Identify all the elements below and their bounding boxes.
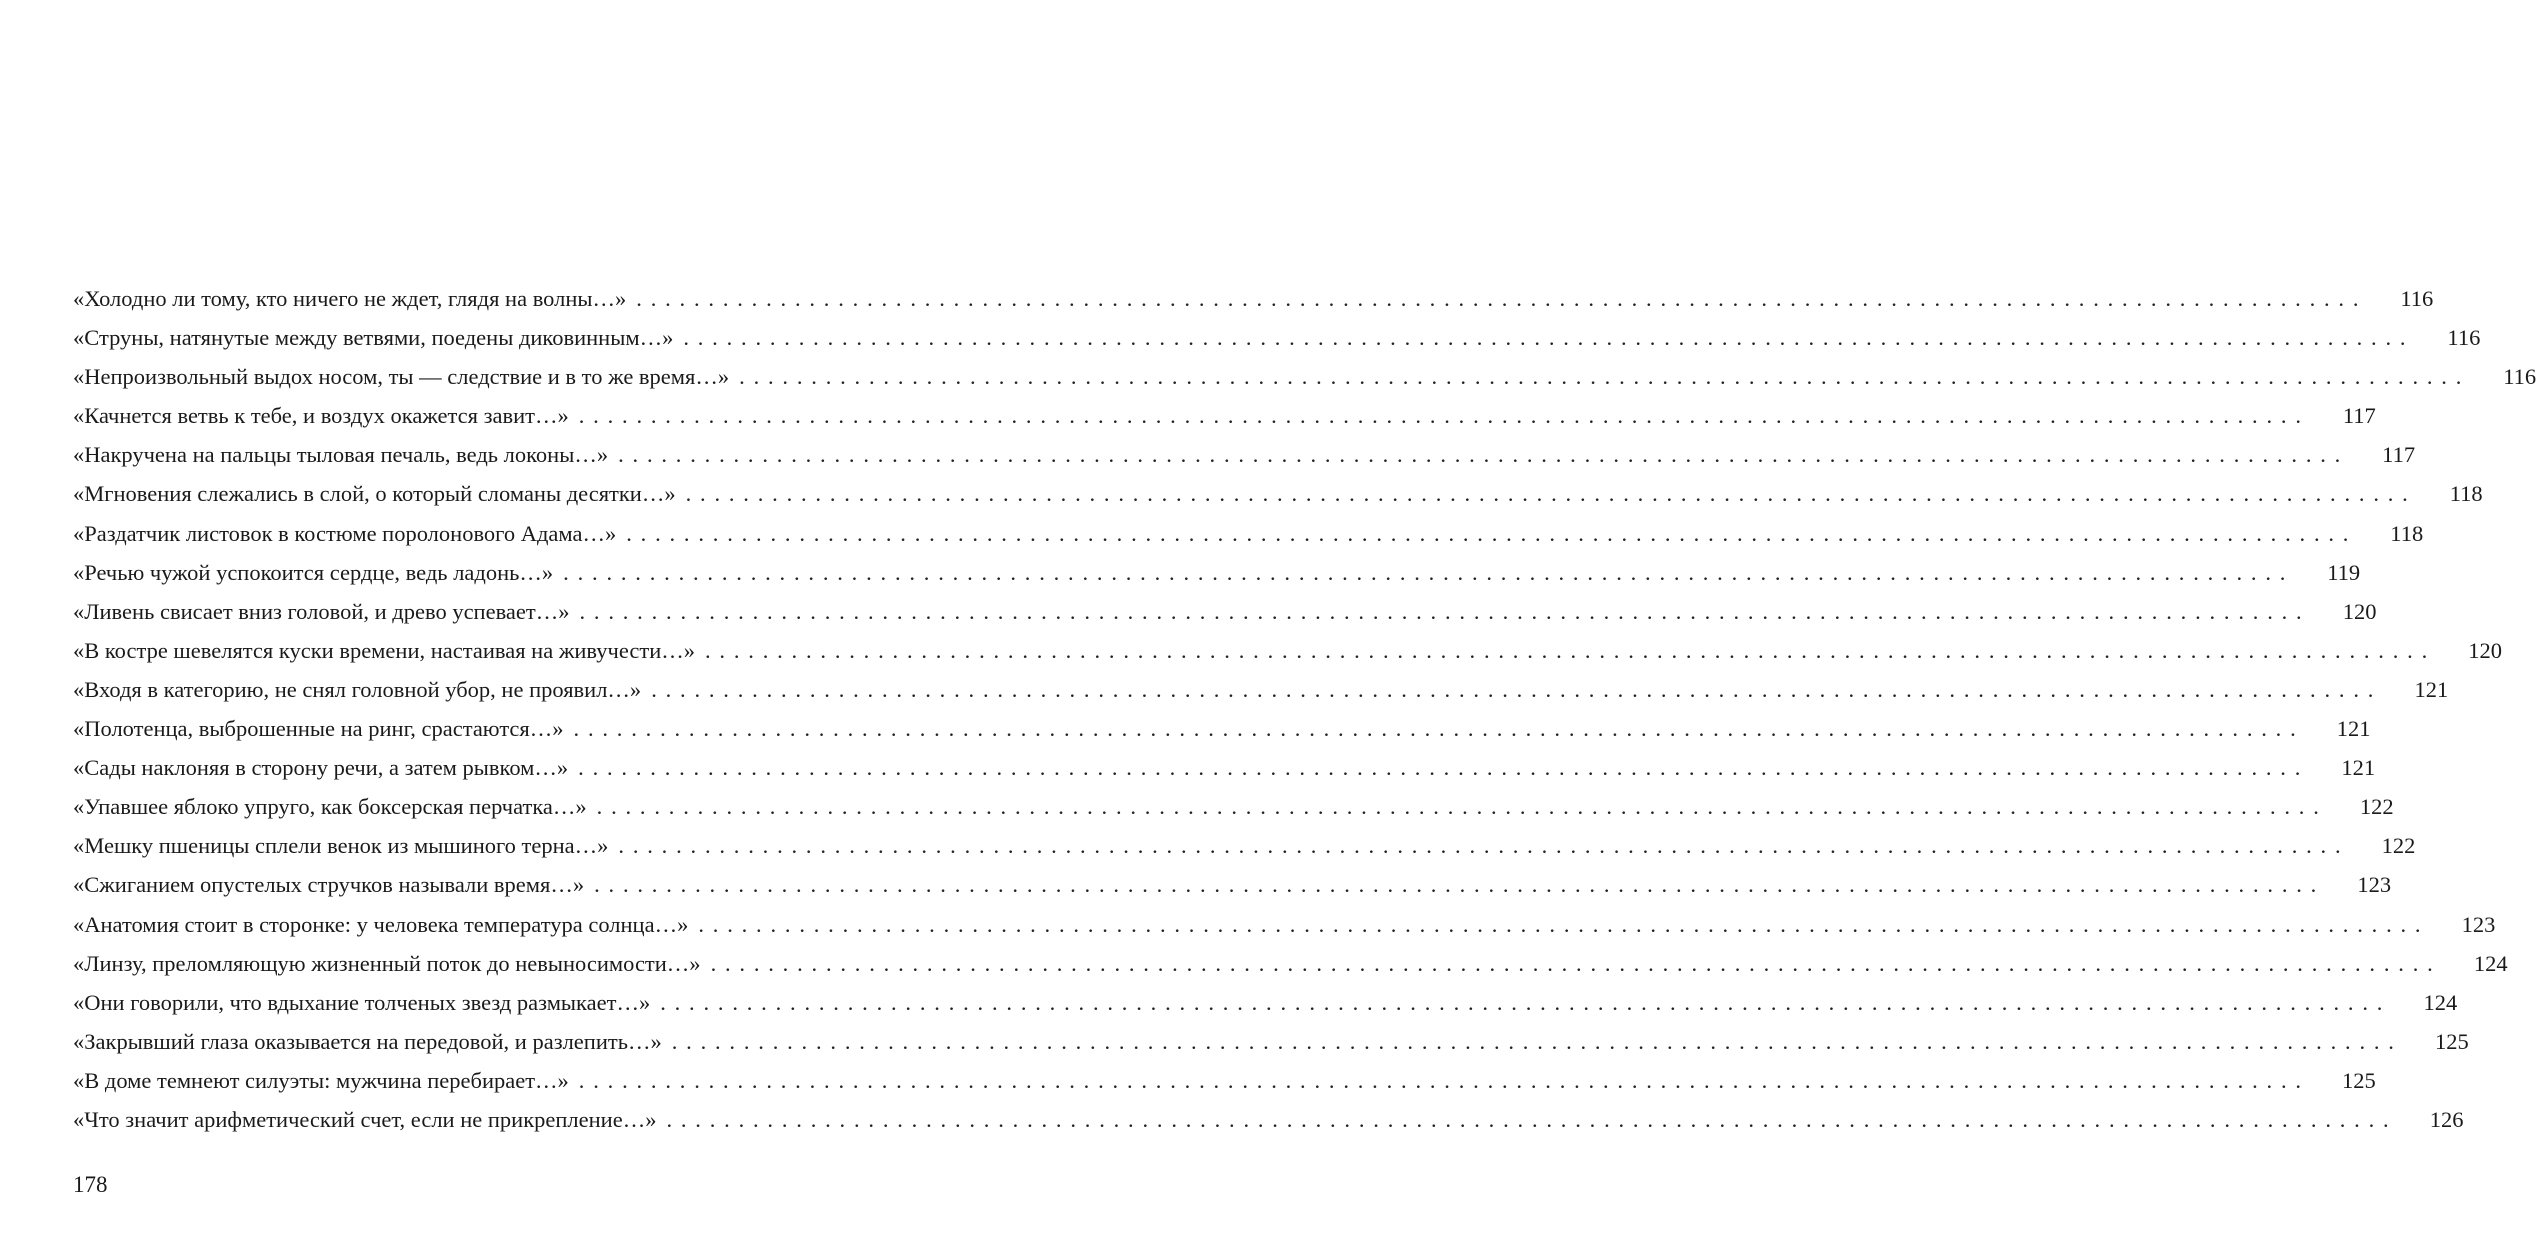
page-number: 178 bbox=[73, 1172, 108, 1197]
dot-leader: ........................................................................................................................ bbox=[739, 364, 2471, 390]
toc-entry bbox=[73, 944, 2508, 983]
entry-page-number: 121 bbox=[2414, 676, 2449, 702]
entry-title: «В доме темнеют силуэты: мужчина перебирает…» bbox=[73, 1067, 569, 1093]
entry-page-number: 116 bbox=[2400, 286, 2434, 311]
entry-page-number: 120 bbox=[2342, 598, 2377, 624]
entry-title: «Непроизвольный выдох носом, ты — следствие и в то же время…» bbox=[73, 364, 730, 390]
entry-title: «Линзу, преломляющую жизненный поток до невыносимости…» bbox=[73, 950, 701, 976]
toc-entry bbox=[73, 865, 2392, 904]
dot-leader: ........................................................................................................................ bbox=[618, 442, 2350, 468]
entry-title: «Качнется ветвь к тебе, и воздух окажется завит…» bbox=[73, 403, 569, 429]
entry-page-number: 121 bbox=[2336, 716, 2371, 742]
entry-title: «В костре шевелятся куски времени, настаивая на живучести…» bbox=[73, 637, 695, 663]
entry-page-number: 121 bbox=[2341, 755, 2376, 781]
dot-leader: ........................................................................................................................ bbox=[685, 481, 2417, 507]
dot-leader: ........................................................................................................................ bbox=[596, 794, 2328, 820]
entry-title: «Анатомия стоит в сторонке: у человека температура солнца…» bbox=[73, 911, 689, 937]
entry-page-number: 119 bbox=[2327, 559, 2361, 585]
entry-page-number: 126 bbox=[2429, 1106, 2464, 1132]
dot-leader: ........................................................................................................................ bbox=[683, 325, 2415, 351]
dot-leader: ........................................................................................................................ bbox=[579, 598, 2311, 624]
entry-title: «Упавшее яблоко упруго, как боксерская перчатка…» bbox=[73, 794, 587, 820]
entry-page-number: 116 bbox=[2503, 364, 2536, 390]
entry-title: «Холодно ли тому, кто ничего не ждет, глядя на волны…» bbox=[73, 286, 627, 311]
toc-entry bbox=[73, 396, 2376, 435]
dot-leader: ........................................................................................................................ bbox=[636, 286, 2368, 311]
entry-title: «Входя в категорию, не снял головной убор, не проявил…» bbox=[73, 676, 642, 702]
entry-title: «Струны, натянутые между ветвями, поедены диковинным…» bbox=[73, 325, 674, 351]
entry-title: «Они говорили, что вдыхание толченых звезд размыкает…» bbox=[73, 989, 651, 1015]
entry-page-number: 122 bbox=[2359, 794, 2394, 820]
dot-leader: ........................................................................................................................ bbox=[698, 911, 2430, 937]
dot-leader: ........................................................................................................................ bbox=[671, 1028, 2403, 1054]
dot-leader: ........................................................................................................................ bbox=[705, 637, 2436, 663]
entry-title: «Речью чужой успокоится сердце, ведь ладонь…» bbox=[73, 559, 554, 585]
entry-title: «Ливень свисает вниз головой, и древо успевает…» bbox=[73, 598, 570, 624]
dot-leader: ........................................................................................................................ bbox=[573, 716, 2305, 742]
entry-title: «Накручена на пальцы тыловая печаль, ведь локоны…» bbox=[73, 442, 609, 468]
entry-page-number: 125 bbox=[2434, 1028, 2469, 1054]
dot-leader: ........................................................................................................................ bbox=[563, 559, 2295, 585]
entry-page-number: 120 bbox=[2468, 637, 2502, 663]
entry-page-number: 116 bbox=[2447, 325, 2481, 351]
entry-page-number: 124 bbox=[2473, 950, 2508, 976]
toc-entry bbox=[73, 709, 2371, 748]
toc-entry bbox=[73, 905, 2496, 944]
dot-leader: ........................................................................................................................ bbox=[594, 872, 2326, 898]
entry-title: «Сады наклоняя в сторону речи, а затем рывком…» bbox=[73, 755, 569, 781]
toc-entry bbox=[73, 318, 2481, 357]
entry-page-number: 117 bbox=[2382, 442, 2416, 468]
entry-title: «Мешку пшеницы сплели венок из мышиного терна…» bbox=[73, 833, 609, 859]
toc-entry bbox=[73, 1061, 2376, 1100]
entry-page-number: 124 bbox=[2423, 989, 2458, 1015]
entry-page-number: 117 bbox=[2342, 403, 2376, 429]
entry-title: «Сжиганием опустелых стручков называли время…» bbox=[73, 872, 585, 898]
toc-entry bbox=[73, 474, 2483, 513]
entry-page-number: 118 bbox=[2390, 520, 2424, 546]
entry-title: «Закрывший глаза оказывается на передовой, и разлепить…» bbox=[73, 1028, 662, 1054]
toc-entry bbox=[73, 787, 2394, 826]
entry-title: «Мгновения слежались в слой, о который сломаны десятки…» bbox=[73, 481, 676, 507]
toc-entry bbox=[73, 1022, 2469, 1061]
entry-page-number: 122 bbox=[2381, 833, 2416, 859]
entry-title: «Полотенца, выброшенные на ринг, срастаются…» bbox=[73, 716, 564, 742]
toc-entry bbox=[73, 670, 2449, 709]
dot-leader: ........................................................................................................................ bbox=[578, 1067, 2310, 1093]
dot-leader: ........................................................................................................................ bbox=[578, 755, 2310, 781]
entry-page-number: 125 bbox=[2342, 1067, 2376, 1093]
entry-page-number: 123 bbox=[2461, 911, 2496, 937]
toc-entry bbox=[73, 1100, 2464, 1139]
entry-page-number: 123 bbox=[2357, 872, 2392, 898]
dot-leader: ........................................................................................................................ bbox=[651, 676, 2383, 702]
toc-entry bbox=[73, 748, 2376, 787]
entry-page-number: 118 bbox=[2449, 481, 2483, 507]
dot-leader: ........................................................................................................................ bbox=[618, 833, 2350, 859]
dot-leader: ........................................................................................................................ bbox=[710, 950, 2442, 976]
toc-entry bbox=[73, 279, 2434, 318]
table-of-contents bbox=[73, 279, 2536, 1139]
entry-title: «Раздатчик листовок в костюме поролонового Адама…» bbox=[73, 520, 617, 546]
toc-entry bbox=[73, 553, 2361, 592]
entry-title: «Что значит арифметический счет, если не прикрепление…» bbox=[73, 1106, 657, 1132]
toc-entry bbox=[73, 826, 2416, 865]
toc-entry bbox=[73, 631, 2502, 670]
toc-entry bbox=[73, 592, 2377, 631]
toc-entry bbox=[73, 435, 2416, 474]
dot-leader: ........................................................................................................................ bbox=[660, 989, 2392, 1015]
dot-leader: ........................................................................................................................ bbox=[578, 403, 2310, 429]
dot-leader: ........................................................................................................................ bbox=[626, 520, 2358, 546]
dot-leader: ........................................................................................................................ bbox=[666, 1106, 2398, 1132]
toc-entry bbox=[73, 983, 2458, 1022]
toc-entry bbox=[73, 514, 2424, 553]
toc-entry bbox=[73, 357, 2536, 396]
